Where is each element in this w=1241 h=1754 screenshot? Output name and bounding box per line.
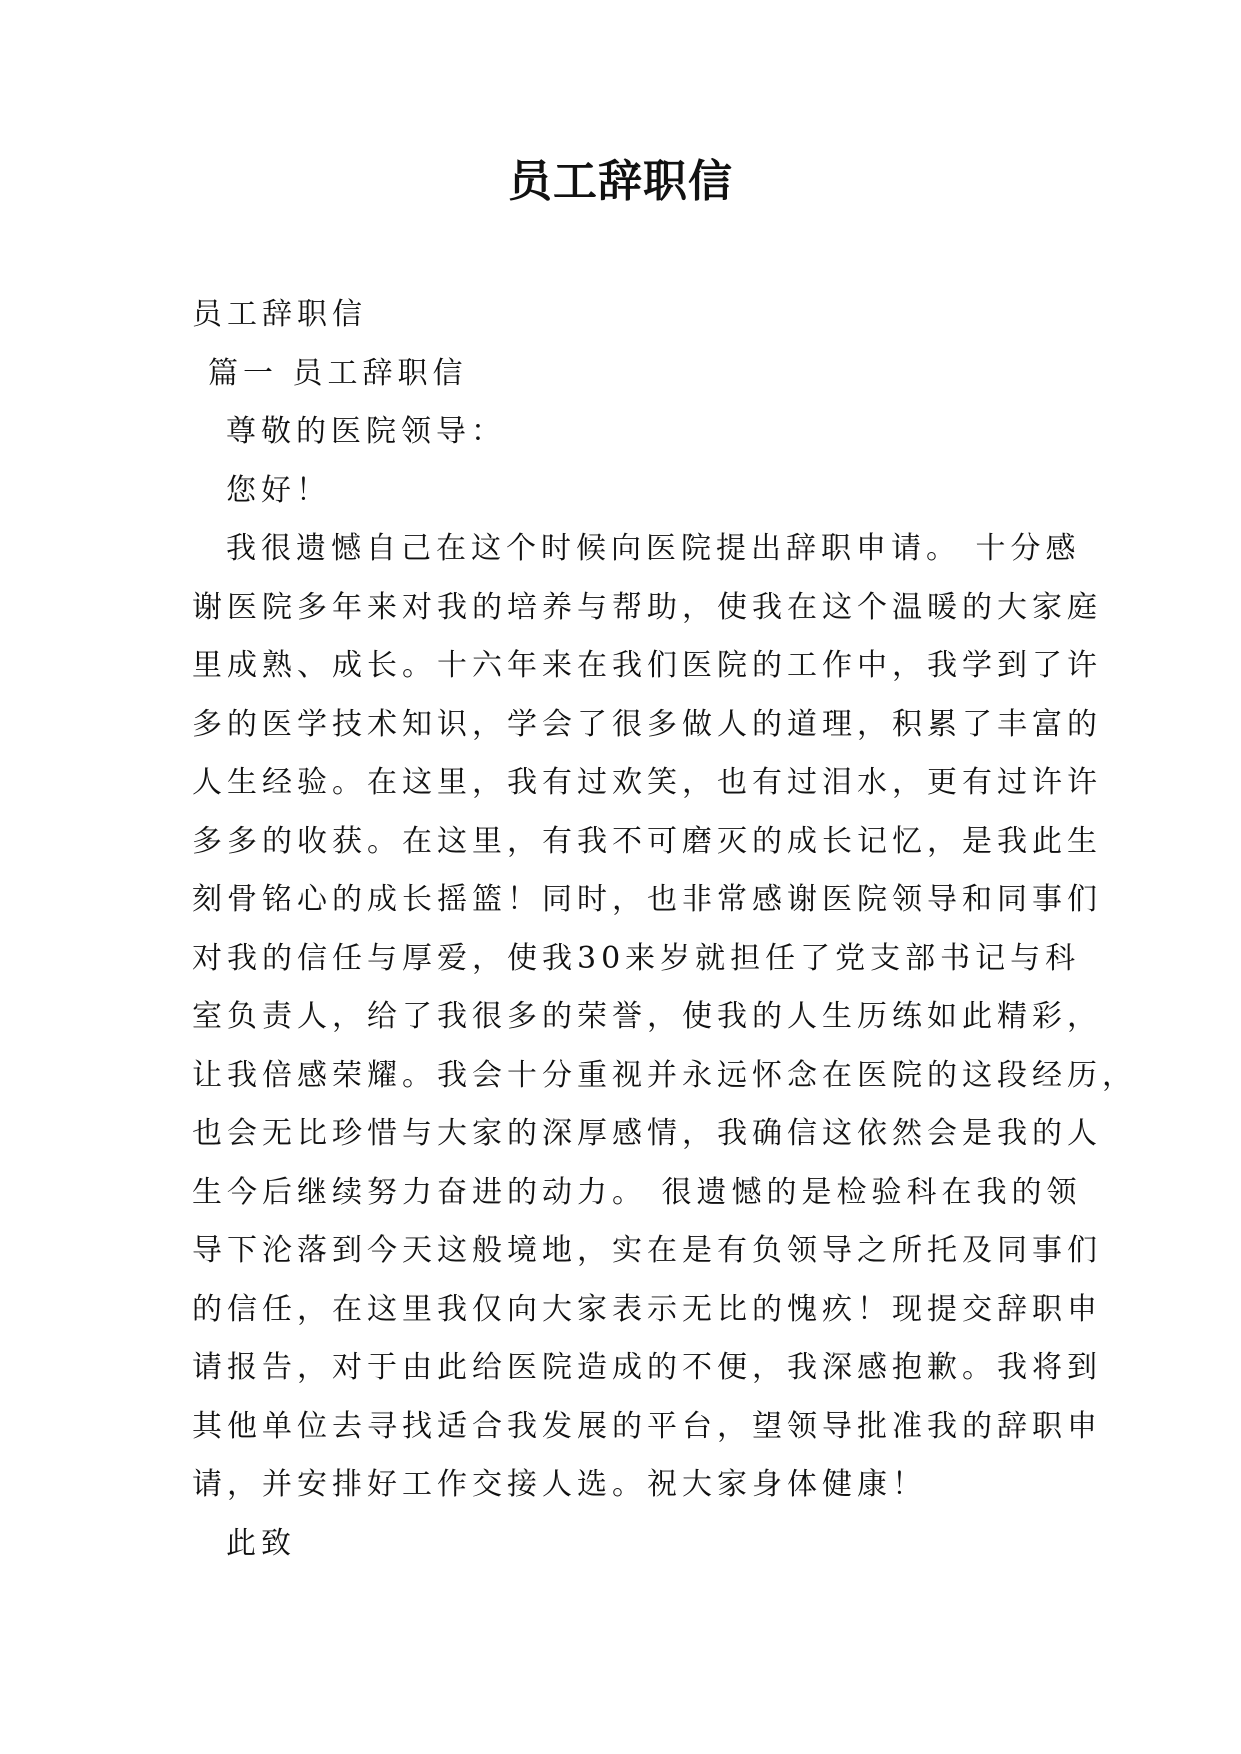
letter-body	[192, 286, 1137, 1573]
salutation: 尊敬的医院领导：	[226, 414, 506, 449]
body-line: 刻骨铭心的成长摇篮！同时，也非常感谢医院领导和同事们	[192, 882, 1102, 917]
section-heading: 篇一 员工辞职信	[208, 355, 468, 391]
body-line: 里成熟、成长。十六年来在我们医院的工作中，我学到了许	[192, 648, 1102, 683]
greeting: 您好！	[226, 472, 331, 508]
body-line: 室负责人，给了我很多的荣誉，使我的人生历练如此精彩，	[192, 999, 1102, 1034]
body-line: 谢医院多年来对我的培养与帮助，使我在这个温暖的大家庭	[192, 589, 1102, 625]
body-line: 多多的收获。在这里，有我不可磨灭的成长记忆，是我此生	[192, 823, 1102, 859]
closing: 此致	[226, 1525, 296, 1561]
body-line: 让我倍感荣耀。我会十分重视并永远怀念在医院的这段经历，	[192, 1057, 1137, 1093]
body-line: 的信任，在这里我仅向大家表示无比的愧疚！现提交辞职申	[192, 1291, 1102, 1327]
body-line: 生今后继续努力奋进的动力。 很遗憾的是检验科在我的领	[192, 1174, 1082, 1210]
body-line: 我很遗憾自己在这个时候向医院提出辞职申请。 十分感	[226, 531, 1081, 566]
body-line: 请报告，对于由此给医院造成的不便，我深感抱歉。我将到	[192, 1350, 1102, 1385]
body-line: 对我的信任与厚爱，使我30来岁就担任了党支部书记与科	[192, 940, 1081, 976]
body-line: 其他单位去寻找适合我发展的平台，望领导批准我的辞职申	[192, 1408, 1102, 1444]
body-line: 人生经验。在这里，我有过欢笑，也有过泪水，更有过许许	[192, 765, 1102, 800]
page-title: 员工辞职信	[508, 156, 733, 207]
body-line: 多的医学技术知识，学会了很多做人的道理，积累了丰富的	[192, 706, 1102, 742]
body-line: 请，并安排好工作交接人选。祝大家身体健康！	[192, 1467, 927, 1502]
body-line: 导下沦落到今天这般境地，实在是有负领导之所托及同事们	[192, 1233, 1102, 1268]
letter-heading: 员工辞职信	[192, 297, 367, 332]
body-line: 也会无比珍惜与大家的深厚感情，我确信这依然会是我的人	[192, 1116, 1102, 1151]
